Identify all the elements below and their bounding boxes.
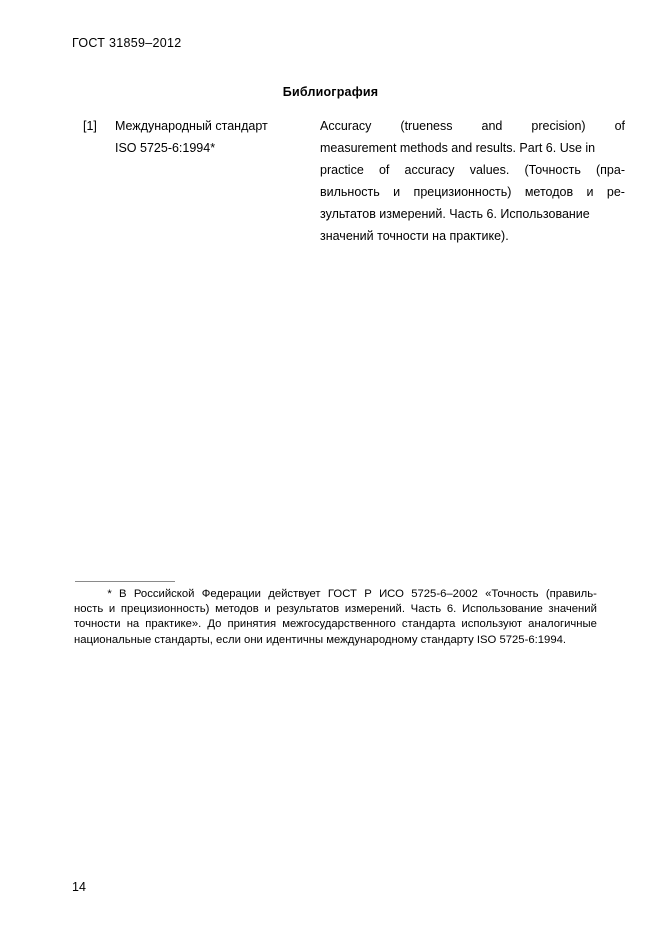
text-word: Часть: [410, 603, 442, 616]
text-word: (Точность: [524, 163, 581, 177]
text-word: прецизионность): [120, 603, 210, 616]
text-line: [320, 181, 625, 203]
bibliography-entry-description: [320, 115, 625, 247]
text-word: ность: [74, 603, 104, 616]
text-word: Р: [364, 588, 372, 600]
text-word: practice: [320, 163, 364, 177]
text-word: values.: [469, 163, 510, 177]
text-word: 6.: [446, 603, 457, 616]
page-number: 14: [72, 880, 86, 894]
section-title: Библиография: [282, 85, 379, 99]
text-word: accuracy: [404, 163, 455, 177]
text-word: стандарта: [401, 618, 456, 631]
text-line: национальные стандарты, если они идентичны международному стандарту ISO 5725-6:1994.: [74, 633, 567, 646]
text-line: [74, 587, 597, 602]
text-word: межгосударственного: [282, 618, 396, 631]
text-word: До: [207, 618, 222, 631]
text-word: методов: [215, 603, 259, 616]
text-word: (правиль-: [545, 588, 597, 600]
text-word: используют: [461, 618, 523, 631]
text-word: of: [614, 119, 625, 133]
text-line: зультатов измерений. Часть 6. Использование: [320, 207, 590, 221]
text-word: и: [586, 185, 594, 199]
text-word: (пра-: [596, 163, 625, 177]
text-word: «Точность: [485, 588, 539, 600]
text-word: and: [481, 119, 503, 133]
text-word: аналогичные: [528, 618, 597, 631]
bibliography-entry-standard: [115, 115, 320, 159]
text-word: на: [126, 618, 140, 631]
footnote-indent: [74, 587, 100, 602]
text-word: Использование: [462, 603, 543, 616]
text-word: вильность: [320, 185, 380, 199]
text-line: [320, 115, 625, 137]
footnote-marker: *: [107, 588, 112, 600]
text-line: [74, 617, 597, 632]
text-word: of: [378, 163, 390, 177]
running-head: ГОСТ 31859–2012: [72, 36, 182, 50]
text-word: ИСО: [379, 588, 404, 600]
text-word: принятия: [227, 618, 277, 631]
text-word: результатов: [276, 603, 340, 616]
text-word: значений: [548, 603, 597, 616]
bibliography-list: [83, 115, 625, 247]
text-word: Российской: [133, 588, 195, 600]
text-word: ГОСТ: [327, 588, 357, 600]
text-word: измерений.: [344, 603, 405, 616]
bibliography-entry: [83, 115, 625, 247]
text-line: [74, 602, 597, 617]
text-word: прецизионность): [413, 185, 512, 199]
text-word: Accuracy: [320, 119, 372, 133]
text-word: методов: [524, 185, 574, 199]
text-word: В: [119, 588, 127, 600]
footnote-separator-rule: [75, 581, 175, 582]
text-word: precision): [531, 119, 586, 133]
text-word: и: [264, 603, 271, 616]
text-line: [320, 159, 625, 181]
text-word: практике».: [145, 618, 202, 631]
standard-name: Международный стандарт: [115, 119, 268, 133]
footnote-text: [74, 587, 597, 648]
text-word: и: [108, 603, 116, 616]
standard-designation: ISO 5725-6:1994*: [115, 141, 216, 155]
text-word: 5725-6–2002: [411, 588, 478, 600]
text-line: значений точности на практике).: [320, 229, 509, 243]
text-line: measurement methods and results. Part 6. Use in: [320, 141, 596, 155]
bibliography-entry-number: [1]: [83, 119, 97, 133]
text-word: действует: [268, 588, 321, 600]
text-word: (trueness: [400, 119, 453, 133]
text-word: Федерации: [201, 588, 261, 600]
text-word: ре-: [606, 185, 625, 199]
text-word: и: [393, 185, 401, 199]
text-word: точности: [74, 618, 121, 631]
